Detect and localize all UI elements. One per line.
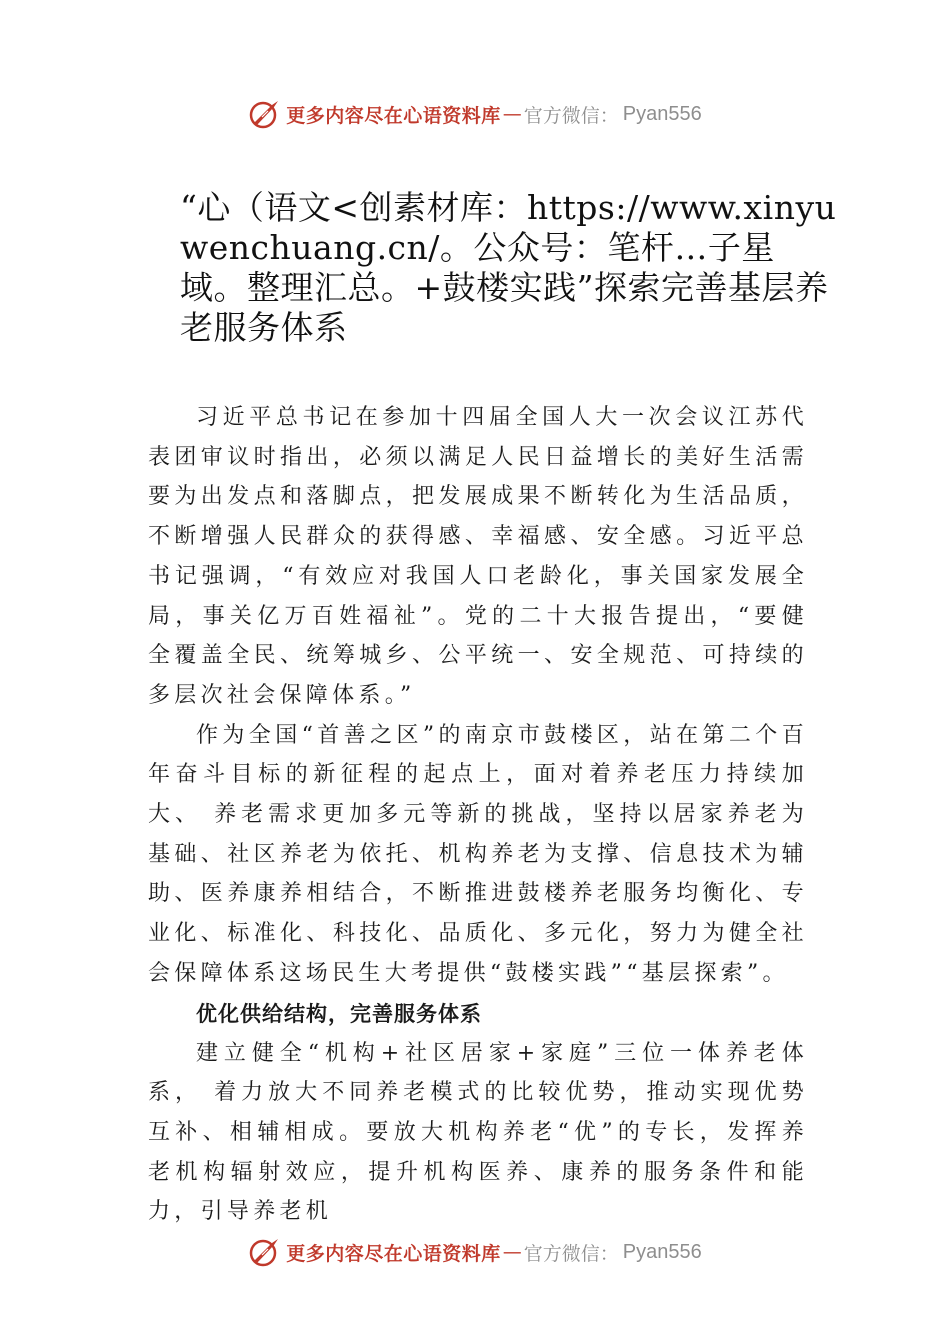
banner-red-text: 更多内容尽在心语资料库 [286,1242,501,1265]
banner-wechat-label: 官方微信： [523,1242,619,1265]
banner-dash: — [502,1241,522,1263]
paragraph-1: 习近平总书记在参加十四届全国人大一次会议江苏代表团审议时指出，必须以满足人民日益增长的美好生活需要为出发点和落脚点，把发展成果不断转化为生活品质，不断增强人民群众的获得感、幸福感、安全感。习近平总书记强调，“有效应对我国人口老龄化，事关国家发展全局，事关亿万百姓福祉”。党的二十大报告提出，“要健全覆盖全民、统筹城乡、公平统一、安全规范、可持续的多层次社会保障体系。” [148,405,808,708]
banner-red-text: 更多内容尽在心语资料库 [286,104,501,127]
section-heading: 优化供给结构，完善服务体系 [196,1001,482,1026]
banner-wechat-id: Pyan556 [622,1240,702,1263]
banner-wechat-id: Pyan556 [622,102,702,125]
quill-logo-icon [248,97,282,131]
banner-wechat-label: 官方微信： [523,104,619,127]
document-body [148,398,808,1232]
paragraph-2: 作为全国“首善之区”的南京市鼓楼区，站在第二个百年奋斗目标的新征程的起点上，面对着养老压力持续加大、 养老需求更加多元等新的挑战，坚持以居家养老为基础、社区养老为依托、机构养老为支撑、信息技术为辅助、医养康养相结合，不断推进鼓楼养老服务均衡化、专业化、标准化、科技化、品质化、多元化，努力为健全社会保障体系这场民生大考提供“鼓楼实践”“基层探索”。 [148,722,808,986]
banner-dash: — [502,103,522,125]
document-title: “心（语文<创素材库：https://www.xinyuwenchuang.cn/。公众号：笔杆…子星域。整理汇总。+鼓楼实践”探索完善基层养老服务体系 [180,188,837,347]
section-paragraph: 建立健全“机构+社区居家+家庭”三位一体养老体系， 着力放大不同养老模式的比较优势，推动实现优势互补、相辅相成。要放大机构养老“优”的专长，发挥养老机构辐射效应，提升机构医养、康养的服务条件和能力，引导养老机 [148,1040,808,1225]
quill-logo-icon [248,1235,282,1269]
header-banner [0,94,950,134]
footer-banner [0,1232,950,1272]
